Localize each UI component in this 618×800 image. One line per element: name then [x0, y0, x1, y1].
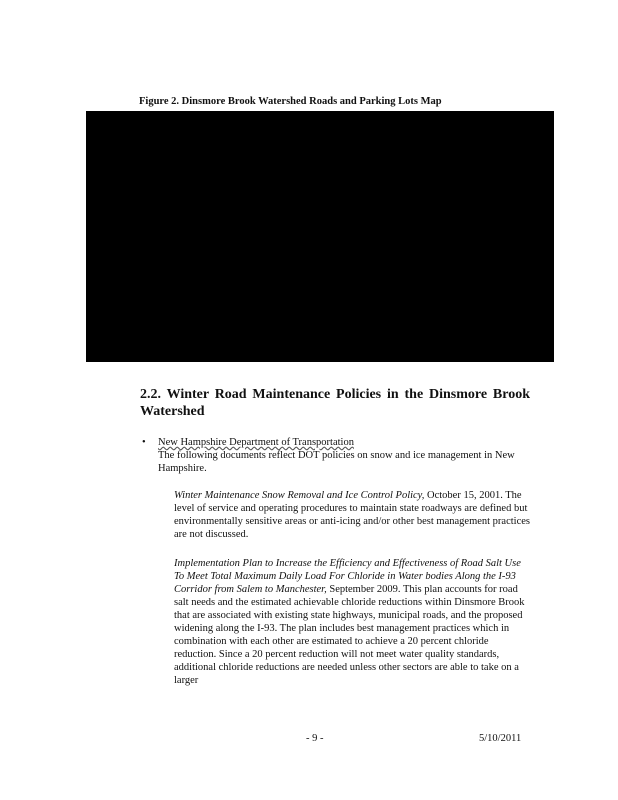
document-title: Winter Maintenance Snow Removal and Ice Control Policy, [174, 490, 425, 501]
bullet-title: New Hampshire Department of Transportation [158, 437, 354, 448]
page-number: - 9 - [306, 733, 324, 744]
bullet-description: The following documents reflect DOT policies on snow and ice management in New Hampshire. [158, 450, 515, 474]
footer-date: 5/10/2011 [479, 733, 522, 744]
document-text: October 15, 2001. The level of service and operating procedures to maintain state roadways are defined but environmentally sensitive areas or anti-icing and/or other best management practices are not discussed. [174, 490, 530, 540]
watershed-map-image [86, 111, 554, 362]
bullet-marker: • [142, 437, 146, 448]
document-text: September 2009. This plan accounts for road salt needs and the estimated achievable chloride reductions within Dinsmore Brook that are associated with existing state highways, municipal roads, and the proposed widening along the I-93. The plan includes best management practices which in combination with each other are estimated to achieve a 20 percent chloride reduction. Since a 20 percent reduction will not meet water quality standards, additional chloride reductions are needed unless other sectors are able to take on a larger [174, 584, 525, 686]
section-heading: 2.2. Winter Road Maintenance Policies in the Dinsmore Brook Watershed [140, 387, 530, 419]
document-entry-implementation-plan [174, 557, 532, 687]
document-title: Implementation Plan to Increase the Efficiency and Effectiveness of Road Salt Use To Meet Total Maximum Daily Load For Chloride in Water bodies Along the I-93 Corridor from Salem to Manchester, [174, 558, 521, 595]
figure-caption: Figure 2. Dinsmore Brook Watershed Roads and Parking Lots Map [139, 96, 442, 107]
document-entry-snow-policy [174, 489, 532, 541]
